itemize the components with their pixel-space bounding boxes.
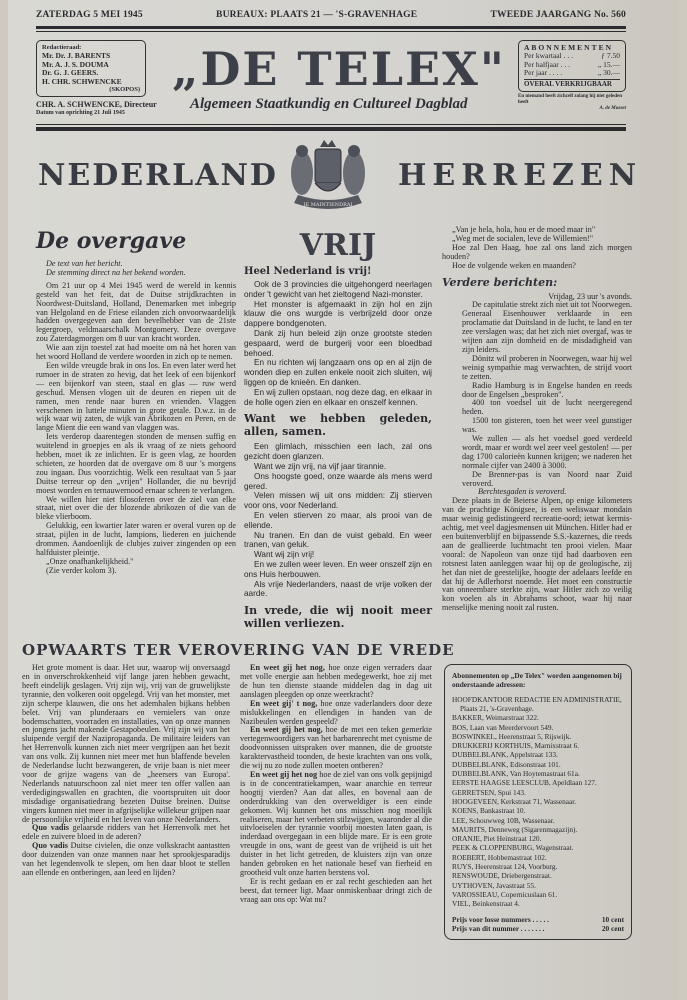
address-item bbox=[452, 723, 624, 732]
paragraph: En weet gij' t nog, hoe onze vaderlanders door deze mislukkelingen en ellendigen in handen van de Nazibeulen werden gespeeld? bbox=[240, 698, 433, 726]
overgave-article bbox=[36, 282, 236, 576]
opwaarts-col2 bbox=[240, 664, 432, 904]
address-street: Bankastraat 10. bbox=[478, 806, 526, 816]
vrij-mid-heading: Want we hebben geleden, allen, samen. bbox=[244, 412, 432, 439]
address-street: Schouwweg 10B, Wassenaar. bbox=[467, 815, 555, 825]
paragraph: Het grote moment is daar. Het uur, waarop wij onversaagd en in onverschrokkenheid vijf lange jaren hebben gewacht, heeft eindelijk geslagen. Vrij zijn wij, vrij van de gruwelijkste tyrannie, den volkeren ooit opgelegd. Vrij van het monster, met zijn scherpe klauwen, die ons het ademhalen bijkans hebben belet. Vrij van plunderaars en vernielers van onze bodemschatten, voorraden en installaties, van op onze mannen en jongens jacht makende Gestapobeulen. Vrij zijn wij van het sluipende vergif der Nazipropaganda. De militaire leiders van het Herrenvolk kunnen zich niet meer vergrijpen aan het bezit van ons volk. Zij kunnen niet meer met hun blaffende bevelen de Nederlandse lucht bezwangeren, de vrije baan is niet meer voor de grijze wagens van de „heersers van Europa'. Nederlands natuurschoon zal niet meer ten offer vallen aan verdedigingswallen en grachten, die voortspruiten uit door misdadige organisatiedrang bezeten Duitse breinen. Duitse vingers kunnen niet meer in afgrijselijke willekeur grijpen naar de persoonlijke vrijheid en het leven van onze Nederlanders. bbox=[22, 663, 230, 824]
address-name: ORANJE, bbox=[452, 834, 482, 844]
paragraph: Het monster is afgemaakt in zijn hol en zijn klauw die ons wurgde is verbrijzeld door onze dappere bondgenoten. bbox=[244, 299, 432, 329]
price-row bbox=[452, 924, 624, 933]
address-item bbox=[452, 732, 624, 741]
address-name: DUBBELBLANK, bbox=[452, 750, 509, 760]
issue-date: ZATERDAG 5 MEI 1945 bbox=[36, 10, 143, 20]
address-street: Javastraat 55. bbox=[494, 880, 536, 890]
vrij-closing: In vrede, die wij nooit meer willen verliezen. bbox=[244, 604, 432, 631]
paragraph: Iets verderop daarentegen stonden de mensen suffig en wuitelend in groepjes en als ik vraag of ze niets gehoord hebben, moet ik ze inlichten. Er is geen vlag, ze hoorden schieten, ze hoorden dat de overgave om 8 uur 's morgens zou ingaan. Dus voorzichtig. Welk een resultaat van 5 jaar Duitse terreur op den „vrijen" Hollander, die nu bevrijd moest worden en ternauwernood ernaar scheen te verlangen. bbox=[36, 432, 236, 495]
director: CHR. A. SCHWENCKE, Directeur bbox=[36, 100, 157, 110]
address-item bbox=[452, 760, 624, 769]
bureau-address: BUREAUX: PLAATS 21 — 'S-GRAVENHAGE bbox=[216, 10, 418, 20]
lead-phrase: En weet gij het nog, bbox=[250, 663, 325, 673]
paragraph: En weet gij het nog, hoe de met een teken gemerkte vertegenwoordigers van het barbarenrecht met cynisme de doodvonnissen uitspraken over mannen, die de grootste karaktervastheid toonden, de beste krachten van ons volk, die wij nu zo node zullen moeten ontberen? bbox=[240, 725, 432, 771]
paragraph: Om 21 uur op 4 Mei 1945 werd de wereld in kennis gesteld van het feit, dat de Duitse strijdkrachten in Noordwest-Duitsland, Holland, Denemarken met inbegrip van Helgoland en de Friese eilanden zich onvoorwaardelijk hadden overgegeven aan den bevelhebber van de 21ste legergroep, veldmaarschalk Montgomery. Deze overgave zou Zaterdagmorgen om 8 uur van kracht worden. bbox=[36, 280, 236, 344]
vrij-subheading: Heel Nederland is vrij! bbox=[244, 266, 372, 277]
address-name: DRUKKERIJ KORTHUIS, bbox=[452, 741, 533, 751]
paragraph: En weet gij het nog, hoe onze eigen verraders daar met volle energie aan hebben medegewerkt, hoe zij met de hun ten dienste staande middelen dag in dag uit aanslagen pleegden op onze weerkracht? bbox=[240, 663, 433, 699]
paragraph: Nu tranen. En dan de vuist gebald. En weer tranen, van geluk. bbox=[244, 530, 432, 550]
address-street: Heerenstraat 124, Voorburg. bbox=[473, 862, 558, 872]
coat-of-arms-emblem bbox=[288, 137, 368, 217]
newspaper-title: „DE TELEX" bbox=[172, 42, 506, 96]
rule bbox=[36, 26, 626, 29]
address-street: Van Hoytemastraat 61a. bbox=[508, 769, 580, 779]
editor: Mr. A. J. S. DOUMA bbox=[42, 59, 109, 69]
editor: Mr. Dr. J. BARENTS bbox=[42, 51, 111, 61]
overgave-column bbox=[36, 226, 236, 576]
address-name: BAKKER, bbox=[452, 713, 484, 723]
rule bbox=[36, 31, 626, 32]
paragraph: Dönitz wil proberen in Noorwegen, waar hij wel weinig sympathie mag verwachten, de strijd voort te zetten. bbox=[462, 353, 632, 381]
address-name: RENSWOUDE, bbox=[452, 871, 500, 881]
period: Per halfjaar . . . bbox=[524, 59, 571, 69]
editors-box bbox=[36, 40, 146, 97]
address-name: MAURITS, bbox=[452, 824, 487, 834]
address-name: HOOFDKANTOOR REDACTIE EN ADMINISTRATIE, bbox=[452, 694, 622, 704]
lead-phrase: En weet gij het nog, bbox=[250, 725, 323, 735]
lead-phrase: Quo vadis bbox=[32, 841, 68, 851]
rule bbox=[36, 124, 626, 125]
paragraph: Als vrije Nederlanders, naast de vrije volken der aarde. bbox=[244, 579, 432, 599]
song-line: „Van je hela, hola, hou er de moed maar in" bbox=[452, 225, 596, 234]
paragraph: We zullen — als het voedsel goed verdeeld wordt, maar er wordt wel zeer veel gestolen! — per dag 1700 calorieën kunnen krijgen; we naderen het normale cijfer van 2400 à 3000. bbox=[462, 434, 632, 470]
quote-author: A. de Musset bbox=[599, 106, 626, 112]
price-value: 20 cent bbox=[601, 923, 624, 933]
address-street: Copernicuslaan 61. bbox=[499, 889, 558, 899]
address-item bbox=[452, 853, 624, 862]
paragraph: Quo vadis gelaarsde ridders van het Herrenvolk met het edele en zuivere bloed in de aderen? bbox=[22, 823, 230, 842]
address-street: Heerenstraat 5, Rijswijk. bbox=[496, 731, 572, 741]
paragraph: Quo vadis Duitse civielen, die onze volkskracht aantastten door duizenden van onze mannen naar het sprookjesparadijs van het legendenvolk te slepen, om hen daar bloot te stellen aan ellende en ontberingen, aan leed en lijden? bbox=[22, 841, 231, 877]
lead-phrase: Quo vadis bbox=[32, 823, 69, 833]
address-item bbox=[452, 843, 624, 852]
address-street: Marnixstraat 6. bbox=[532, 741, 580, 751]
paragraph: De capitulatie strekt zich niet uit tot Noorwegen. Generaal Eisenhouwer verklaarde in een proclamatie dat Duitsland in de lucht, te land en ter zee verslagen was; dat het zich niet overgaf, was te wijten aan zijn domheid en de misdadigheid van zijn leiders. bbox=[462, 300, 632, 354]
address-item bbox=[452, 769, 624, 778]
col3-article bbox=[442, 226, 632, 613]
opwaarts-heading: OPWAARTS TER VEROVERING VAN DE VREDE bbox=[22, 641, 455, 660]
paragraph: Hoe de volgende weken en maanden? bbox=[452, 260, 576, 270]
berchtesgaden-subheading: Berchtesgaden is veroverd. bbox=[478, 487, 567, 497]
address-item bbox=[452, 713, 624, 722]
paragraph: Radio Hamburg is in Engelse handen en reeds door de Engelsen „besproken". bbox=[462, 380, 632, 399]
paragraph: Gelukkig, een kwartier later waren er overal vuren op de straat, pijlen in de lucht, lampions, liederen en juichende drommen. Aandoenlijk de clubjes zuiver zingenden op een halfduister pleintje. bbox=[36, 521, 236, 557]
paragraph: Dank zij hun beleid zijn onze grootste steden gespaard, werd de burgerij voor een bloedbad behoed. bbox=[244, 328, 432, 358]
address-street: Beinkenstraat 4. bbox=[470, 899, 520, 909]
price: „ 15.— bbox=[597, 59, 620, 69]
price-value: 10 cent bbox=[601, 914, 624, 924]
quote-text: En niemand heeft zichzelf zolang hij niet geleden heeft bbox=[518, 94, 623, 106]
address-street: Kerkstraat 71, Wassenaar. bbox=[498, 796, 577, 806]
price-label: Prijs voor losse nummers . . . . . bbox=[452, 914, 549, 924]
dateline: Vrijdag, 23 uur 's avonds. bbox=[548, 291, 632, 301]
address-name: BOS, bbox=[452, 722, 469, 732]
address-item bbox=[452, 788, 624, 797]
address-item bbox=[452, 816, 624, 825]
price: „ 30.— bbox=[597, 68, 620, 78]
volume-number: TWEEDE JAARGANG No. 560 bbox=[490, 10, 626, 20]
address-item bbox=[452, 834, 624, 843]
address-street: Plaats 21, 's-Gravenhage. bbox=[460, 704, 534, 713]
price-label: Prijs van dit nummer . . . . . . . bbox=[452, 923, 545, 933]
address-name: UYTHOVEN, bbox=[452, 880, 495, 890]
paragraph: En we zullen weer leven. En weer onszelf zijn en ons Huis herbouwen. bbox=[244, 559, 432, 579]
paragraph: Want wij zijn vrij! bbox=[254, 550, 315, 560]
paragraph: 1500 ton gisteren, toen het weer veel gunstiger was. bbox=[462, 416, 632, 435]
address-name: KOENS, bbox=[452, 806, 479, 816]
address-street: Apeldlaan 127. bbox=[550, 778, 597, 788]
address-item bbox=[452, 806, 624, 815]
paragraph: „Onze onafhankelijkheid." bbox=[46, 556, 134, 566]
top-articles-row bbox=[22, 226, 632, 630]
paragraph: 400 ton voedsel uit de lucht neergeregend heden. bbox=[462, 398, 632, 417]
addresses-intro: Abonnementen op „De Telex" worden aangenomen bij onderstaande adressen: bbox=[452, 671, 622, 690]
address-street: Driebergenstraat. bbox=[499, 871, 552, 881]
articles bbox=[22, 226, 632, 940]
address-item bbox=[452, 890, 624, 899]
address-item bbox=[452, 741, 624, 750]
address-street: Denneweg (Sigarenmagazijn). bbox=[486, 824, 578, 834]
address-item bbox=[452, 778, 624, 787]
editor: Dr. G. J. GEERS. bbox=[42, 68, 99, 78]
address-name: PEEK & CLOPPENBURG, bbox=[452, 843, 535, 853]
prices bbox=[452, 915, 624, 934]
address-name: RUYS, bbox=[452, 862, 474, 872]
paragraph: (Zie verder kolom 3). bbox=[46, 565, 117, 575]
price: ƒ 7.50 bbox=[601, 51, 620, 61]
address-street: Edisonstraat 101. bbox=[508, 759, 561, 769]
address-street: Spui 143. bbox=[496, 787, 526, 797]
musset-quote bbox=[518, 94, 626, 112]
vrij-column bbox=[244, 226, 432, 630]
editor: H. CHR. SCHWENCKE bbox=[42, 76, 122, 86]
bottom-row bbox=[22, 664, 632, 940]
address-name: ROEBERT, bbox=[452, 852, 487, 862]
paragraph: Deze plaats in de Beierse Alpen, op enige kilometers van de prachtige Königsee, is een weliswaar mondain maar weinig gedistingeerd recreatie-oord; ietwat kermis-achtig, met veel dagjesmensen uit München. Hitler had er een buitenverblijf en bijpassende S.S.-kazernes, die reeds aan de geallieerde luchtmacht ten prooi vielen. Maar vooral: de Napoleon van onze tijd had daarboven een rotsnest laten aanleggen waar hij op de geologische, zij het dan niet de geestelijke, hoogte der adelaars leefde en dat hij de Adlerhorst noemde. Het moet een constructie van onneembare sterkte zijn, waar Hitler zich zo veilig kon voelen als in Abrahams schoot, waar hij naar menselijke mening nooit zal rusten. bbox=[442, 496, 632, 613]
banner-right: HERREZEN bbox=[398, 158, 643, 193]
opwaarts-col1 bbox=[22, 664, 230, 878]
address-item bbox=[452, 899, 624, 908]
newspaper-subtitle: Algemeen Staatkundig en Cultureel Dagblad bbox=[190, 96, 468, 112]
address-item bbox=[452, 695, 624, 714]
address-list bbox=[452, 695, 624, 909]
address-name: VIEL, bbox=[452, 899, 471, 909]
address-item bbox=[452, 825, 624, 834]
address-item bbox=[452, 862, 624, 871]
paragraph: Hoe zal Den Haag, hoe zal ons land zich morgen houden? bbox=[442, 242, 632, 261]
paragraph: Ook de 3 provincies die uitgehongerd neerlagen onder 't gewicht van het zieltogend Nazi-monster. bbox=[244, 280, 432, 299]
address-street: Weimarstraat 322. bbox=[483, 713, 539, 723]
address-street: Piet Heinstraat 120. bbox=[481, 834, 542, 844]
founded-date: Datum van oprichting 21 Juli 1945 bbox=[36, 110, 125, 117]
address-item bbox=[452, 881, 624, 890]
address-name: GERRETSEN, bbox=[452, 787, 496, 797]
subscription-row bbox=[524, 69, 620, 77]
editor-pseudonym: (SKOPOS) bbox=[109, 86, 140, 94]
paragraph: We willen hier niet filosoferen over de ziel van elke straat, niet over die der blozende abrikozen of die van de bleke vlierboom. bbox=[36, 494, 236, 522]
subscriptions-heading: ABONNEMENTEN bbox=[524, 43, 614, 52]
period: Per kwartaal . . . bbox=[524, 51, 573, 61]
subhead: De stemming direct na het bekend worden. bbox=[46, 267, 186, 277]
subscriptions-block bbox=[518, 40, 626, 112]
paragraph: En wij zullen opstaan, nog deze dag, en elkaar in de holle ogen zien en elkaar en onszelf kennen. bbox=[244, 387, 432, 407]
lead-phrase: En weet gij' t nog, bbox=[250, 698, 318, 708]
paragraph: De Brenner-pas is van Noord naar Zuid veroverd. bbox=[462, 469, 632, 488]
period: Per jaar . . . . bbox=[524, 68, 563, 78]
editors-label: Redactieraad: bbox=[42, 44, 82, 51]
paragraph: En velen stierven zo maar, als prooi van de ellende. bbox=[244, 510, 432, 530]
address-street: Appelstraat 133. bbox=[508, 750, 558, 760]
address-name: HOOGEVEEN, bbox=[452, 796, 499, 806]
emblem-motto: JE MAINTIENDRAI bbox=[303, 202, 353, 208]
lead-phrase: En weet gij het nog bbox=[250, 769, 318, 779]
price-row bbox=[452, 915, 624, 924]
paragraph: Want we zijn vrij, na vijf jaar tirannie. bbox=[254, 461, 387, 471]
address-name: DUBBELBLANK, bbox=[452, 759, 509, 769]
paragraph: Wie aan zijn toestel zat had moeite om nà het horen van het woord Holland de verdere woorden in zich op te nemen. bbox=[36, 343, 236, 362]
vrij-heading: VRIJ bbox=[299, 228, 377, 263]
paragraph: Ons hoogste goed, onze waarde als mens werd gered. bbox=[244, 471, 432, 491]
overgave-heading: De overgave bbox=[36, 228, 187, 254]
subscriptions-box bbox=[518, 40, 626, 92]
vrij-article bbox=[244, 266, 432, 630]
top-line bbox=[36, 10, 626, 20]
address-street: Wagenstraat. bbox=[534, 843, 574, 853]
overgave-subheads bbox=[46, 260, 236, 278]
paragraph: Een wilde vreugde brak in ons los. En even later werd het rumoer in de straten zo hevig, dat het leek of een bijenkorf — een bijenkorf van steen, staal en glas — ruw werd geschud. Mensen vlogen uit de deuren en riepen uit de ramen, men rende naar buren en vrienden. Vlaggen verschenen in luttele minuten in grote getale. D.w.z. in de wijk waar wij zaten, de wijk van Abrikozen en Peren, en de lange Mient die een wand van vlaggen was. bbox=[36, 360, 236, 433]
subhead: De text van het bericht. bbox=[46, 259, 123, 268]
song-line: „Weg met de socialen, leve de Willemien!" bbox=[452, 233, 594, 243]
address-name: DUBBELBLANK, bbox=[452, 769, 509, 779]
address-name: BOSWINKEL, bbox=[452, 731, 497, 741]
address-item bbox=[452, 797, 624, 806]
paragraph: En nu richten wij langzaam ons op en al zijn de wonden diep en zullen enkele nooit zich sluiten, wij liggen op de knieën. En danken. bbox=[244, 358, 432, 387]
address-street: Hobbemastraat 102. bbox=[486, 852, 547, 862]
address-item bbox=[452, 871, 624, 880]
paragraph: Er is recht gedaan en er zal recht geschieden aan het beest, dat terneer ligt. Maar onmiskenbaar dringt zich de vraag aan ons op: Wat nu? bbox=[240, 876, 432, 904]
address-name: EERSTE HAAGSE LEESCLUB, bbox=[452, 778, 551, 788]
paragraph: En weet gij het nog hoe de ziel van ons volk gepijnigd is in de concentratiekampen, waar anarchie en terreur hoogtij vierden? Aan dat alles, en bovenal aan de onderdrukking van den overweldiger is een einde gekomen. Wij kunnen het ons misschien nog moeilijk realiseren, maar het verbeten stilzwijgen, waaronder al die uitvloeiselen der tyrannie voorbij moesten laten gaan, is inderdaad overgegaan in een blijde mare. Er is een grote vreugde in ons, want de geest van de vrijheid is uit het duister in het licht getreden, de kluisters zijn van onze handen gebroken en het nationale besef van fierheid en grootheid vult onze harten berstens vol. bbox=[240, 769, 433, 877]
available-everywhere: OVERAL VERKRIJGBAAR bbox=[524, 79, 620, 88]
address-street: Laan van Meerdervoort 549. bbox=[468, 722, 554, 732]
subscription-addresses-box bbox=[444, 664, 632, 940]
editors-block bbox=[36, 40, 164, 116]
paragraph: Een glimlach, misschien een lach, zal ons gezicht doen glanzen. bbox=[244, 442, 432, 462]
address-name: LEE, bbox=[452, 815, 468, 825]
address-name: VAROSSIEAU, bbox=[452, 889, 500, 899]
further-reports-heading: Verdere berichten: bbox=[442, 275, 558, 289]
paragraph: Velen missen wij uit ons midden: Zij stierven voor ons, voor Nederland. bbox=[244, 491, 432, 511]
banner-left: NEDERLAND bbox=[38, 158, 278, 193]
address-item bbox=[452, 750, 624, 759]
rule bbox=[36, 127, 626, 131]
